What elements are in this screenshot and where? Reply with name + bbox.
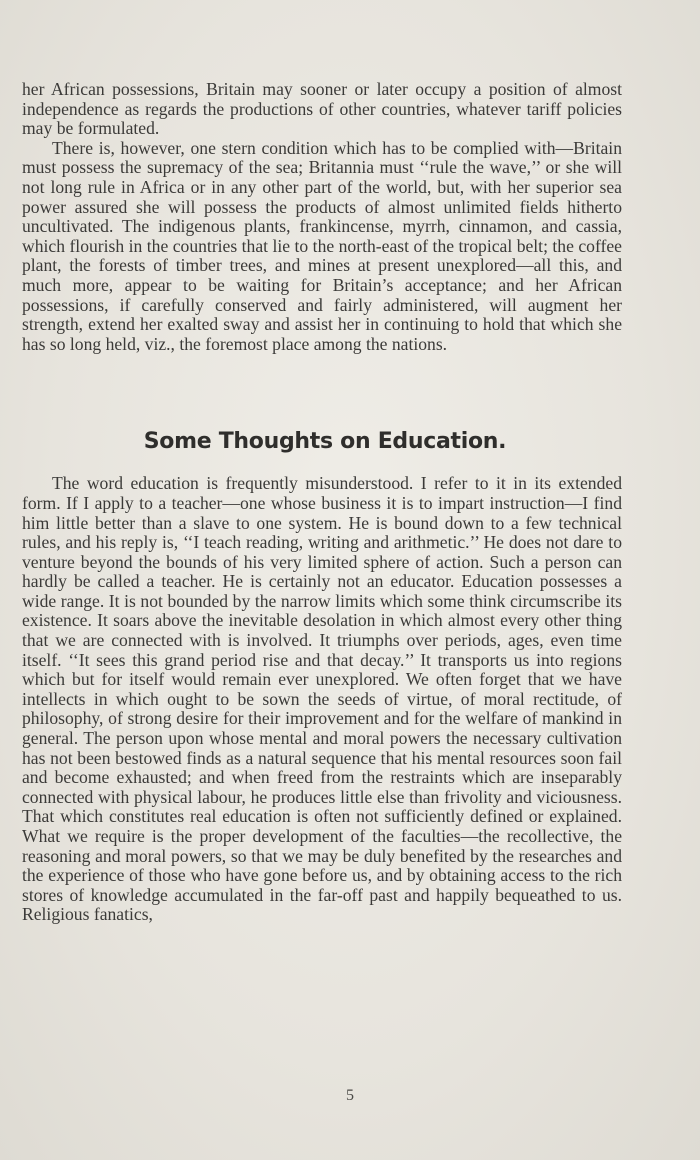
article-title: Some Thoughts on Education. [143, 429, 507, 455]
page-number: 5 [346, 1087, 354, 1104]
continued-paragraph: her African possessions, Britain may sooner or later occupy a position of almost independence as regards the productions of other countries, whatever tariff policies may be formulated. [22, 79, 622, 139]
education-paragraph: The word education is frequently misunderstood. I refer to it in its extended form. If I apply to a teacher—one whose business it is to impart instruction—I find him little better than a slave to one system. He is bound down to a few technical rules, and his reply is, ‘‘I teach reading, writing and arithmetic.’’ He does not dare to venture beyond the bounds of his very limited sphere of action. Such a person can hardly be called a teacher. He is certainly not an educator. Education possesses a wide range. It is not bounded by the narrow limits which some think circumscribe its existence. It soars above the inevitable desolation in which almost every other thing that we are connected with is involved. It triumphs over periods, ages, even time itself. ‘‘It sees this grand period rise and that decay.’’ It transports us into regions which but for itself would remain ever unexplored. We often forget that we have intellects in which ought to be sown the seeds of virtue, of moral rectitude, of philosophy, of strong desire for their improvement and for the welfare of mankind in general. The person upon whose mental and moral powers the necessary cultivation has not been bestowed finds as a natural sequence that his mental resources soon fail and become exhausted; and when freed from the restraints which are inseparably connected with physical labour, he produces little else than frivolity and viciousness. That which constitutes real education is often not sufficiently defined or explained. What we require is the proper development of the faculties—the recollective, the reasoning and moral powers, so that we may be duly benefited by the researches and the experience of those who have gone before us, and by obtaining access to the rich stores of knowledge accumulated in the far-off past and happily bequeathed to us. Religious fanatics, [22, 473, 622, 925]
sea-power-paragraph: There is, however, one stern condition which has to be complied with—Britain must possess the supremacy of the sea; Britannia must ‘‘rule the wave,’’ or she will not long rule in Africa or in any other part of the world, but, with her superior sea power assured she will possess the products of almost unlimited fields hitherto uncultivated. The indigenous plants, frankincense, myrrh, cinnamon, and cassia, which flourish in the countries that lie to the north-east of the tropical belt; the coffee plant, the forests of timber trees, and mines at present unexplored—all this, and much more, appear to be waiting for Britain’s acceptance; and her African possessions, if carefully conserved and fairly administered, will augment her strength, extend her exalted sway and assist her in continuing to hold that which she has so long held, viz., the foremost place among the nations. [22, 137, 622, 354]
